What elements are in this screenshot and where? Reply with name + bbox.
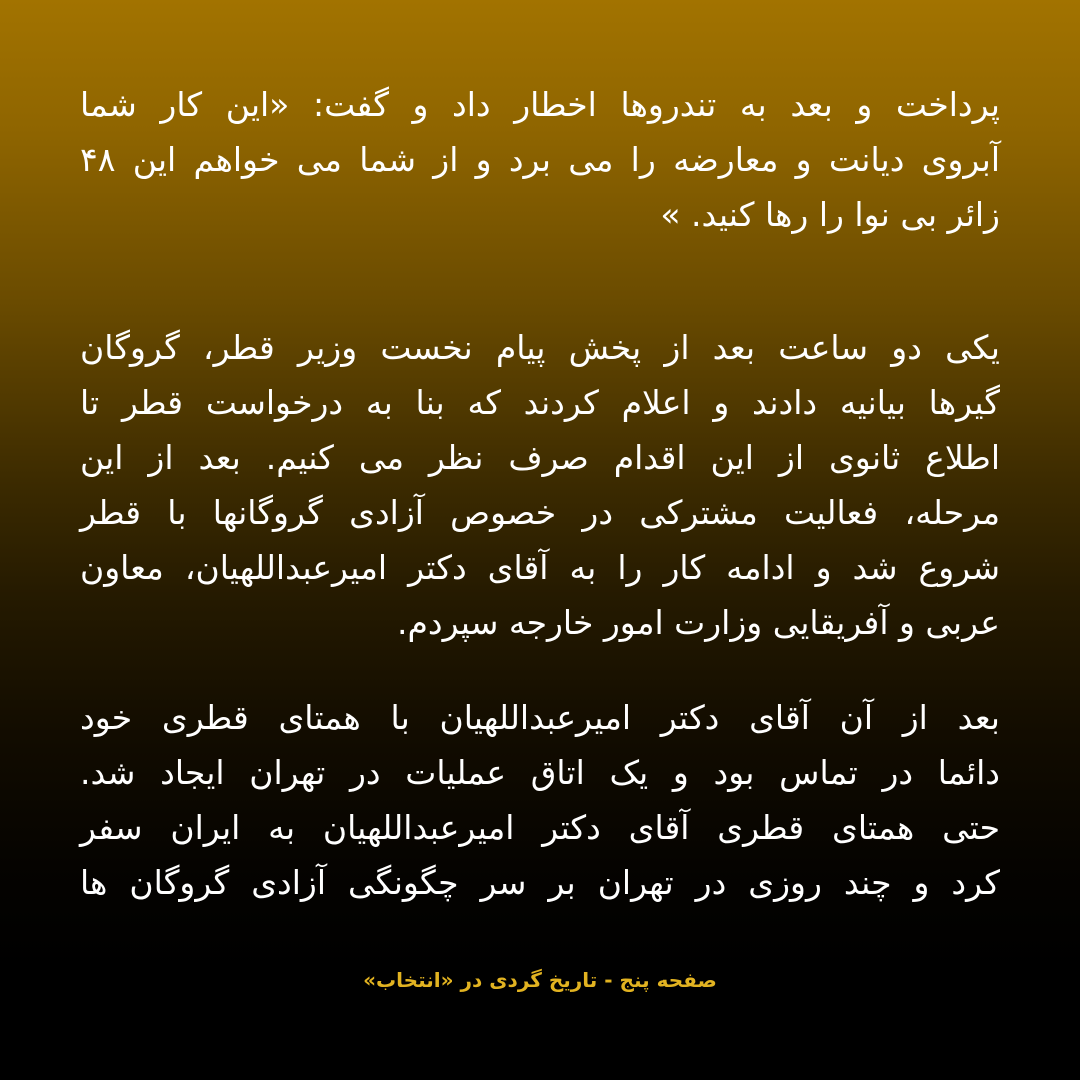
paragraph-2-line-1: یکی دو ساعت بعد از پخش پیام نخست وزیر قطر، گروگان — [80, 328, 1000, 367]
paragraph-3-line-2: دائما در تماس بود و یک اتاق عملیات در تهران ایجاد شد. — [80, 753, 1000, 792]
paragraph-2-line-5: شروع شد و ادامه کار را به آقای دکتر امیرعبداللهیان، معاون — [80, 548, 1000, 587]
paragraph-1-line-2: آبروی دیانت و معارضه را می برد و از شما می خواهم این ۴۸ — [80, 140, 1000, 179]
paragraph-1-line-1: پرداخت و بعد به تندروها اخطار داد و گفت: «این کار شما — [80, 85, 1000, 124]
paragraph-2-line-6: عربی و آفریقایی وزارت امور خارجه سپردم. — [396, 603, 1000, 642]
paragraph-2-line-4: مرحله، فعالیت مشترکی در خصوص آزادی گروگانها با قطر — [80, 493, 1000, 532]
paragraph-3 — [80, 690, 1000, 910]
paragraph-3-line-3: حتی همتای قطری آقای دکتر امیرعبداللهیان به ایران سفر — [80, 808, 1000, 847]
paragraph-1-line-3: زائر بی نوا را رها کنید. » — [660, 195, 1000, 234]
footer-caption: صفحه پنج - تاریخ گردی در «انتخاب» — [363, 968, 717, 992]
paragraph-2-line-2: گیرها بیانیه دادند و اعلام کردند که بنا به درخواست قطر تا — [80, 383, 1000, 422]
paragraph-2-line-3: اطلاع ثانوی از این اقدام صرف نظر می کنیم. بعد از این — [80, 438, 1000, 477]
paragraph-1 — [80, 77, 1000, 242]
paragraph-3-line-4: کرد و چند روزی در تهران بر سر چگونگی آزادی گروگان ها — [80, 863, 1000, 902]
paragraph-2 — [80, 320, 1000, 650]
paragraph-3-line-1: بعد از آن آقای دکتر امیرعبداللهیان با همتای قطری خود — [80, 698, 1000, 737]
